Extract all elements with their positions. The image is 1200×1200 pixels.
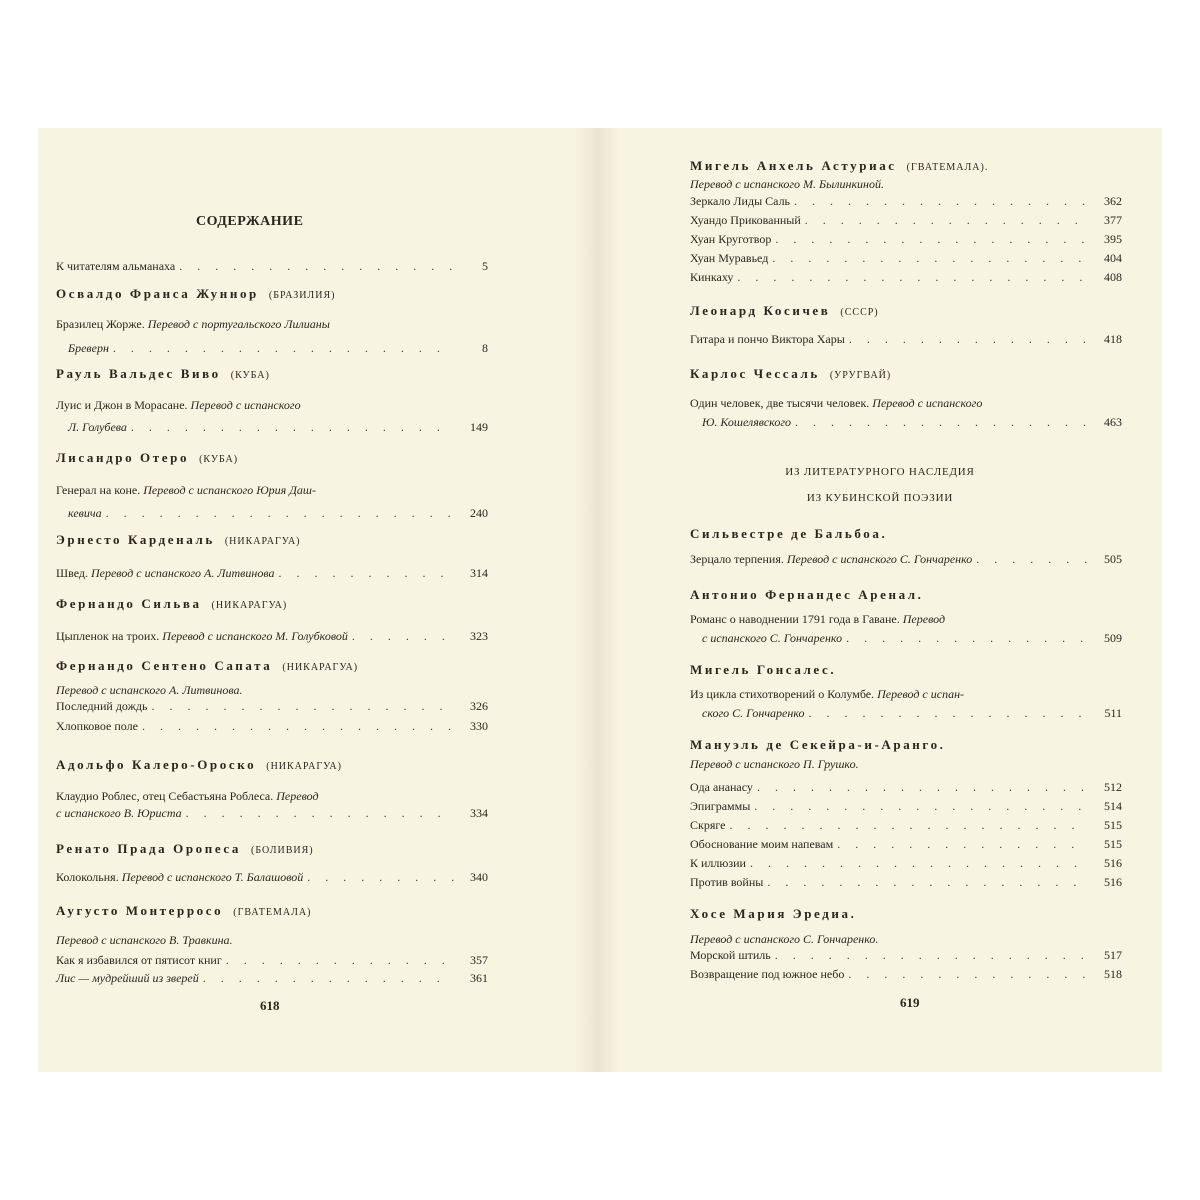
author-heading: Хосе Мария Эредиа.	[690, 906, 857, 921]
author-heading: Карлос Чессаль (УРУГВАЙ)	[690, 366, 892, 381]
author-heading: Аугусто Монтерросо (ГВАТЕМАЛА)	[56, 903, 312, 918]
toc-entry: Романс о наводнении 1791 года в Гаване. Перевод	[690, 612, 946, 626]
toc-entry: Из цикла стихотворений о Колумбе. Перевод с испан-	[690, 687, 965, 701]
book-spread	[38, 128, 1162, 1072]
toc-entry: кевича . . . 240	[68, 506, 488, 521]
toc-entry: Цыпленок на троих. Перевод с испанского М. Голубковой . . . 323	[56, 629, 488, 644]
toc-entry: Л. Голубева . . . 149	[68, 420, 488, 435]
toc-entry: Морской штиль . . . 517	[690, 948, 1122, 963]
toc-entry: Обоснование моим напевам . . . 515	[690, 837, 1122, 852]
toc-entry: Ю. Кошелявского . . . 463	[702, 415, 1122, 430]
toc-entry: Хуан Муравьед . . . 404	[690, 251, 1122, 266]
translator-note: Перевод с испанского В. Травкина.	[56, 933, 233, 947]
author-heading: Антонио Фернандес Аренал.	[690, 587, 924, 602]
author-heading: Фернандо Сентено Сапата (НИКАРАГУА)	[56, 658, 359, 673]
toc-entry: Бреверн . . . 8	[68, 341, 488, 356]
subsection-heading: ИЗ КУБИНСКОЙ ПОЭЗИИ	[806, 492, 954, 504]
author-heading: Эрнесто Карденаль (НИКАРАГУА)	[56, 532, 301, 547]
toc-entry: Бразилец Жорже. Перевод с португальского Лилианы	[56, 317, 330, 331]
toc-entry: Хлопковое поле . . . 330	[56, 719, 488, 734]
toc-entry: Генерал на коне. Перевод с испанского Юрия Даш-	[56, 483, 316, 497]
toc-entry: К читателям альманаха . . . 5	[56, 259, 488, 274]
toc-entry: К иллюзии . . . 516	[690, 856, 1122, 871]
toc-entry: Против войны . . . 516	[690, 875, 1122, 890]
toc-entry: Зеркало Лиды Саль . . . 362	[690, 194, 1122, 209]
author-heading: Сильвестре де Бальбоа.	[690, 526, 888, 541]
translator-note: Перевод с испанского С. Гончаренко.	[690, 932, 879, 946]
translator-note: Перевод с испанского А. Литвинова.	[56, 683, 243, 697]
author-heading: Мигель Анхель Астуриас (ГВАТЕМАЛА).	[690, 158, 989, 173]
left-page	[38, 128, 598, 1072]
toc-entry: ского С. Гончаренко . . . 511	[702, 706, 1122, 721]
toc-entry: Кинкаху . . . 408	[690, 270, 1122, 285]
section-heading: ИЗ ЛИТЕРАТУРНОГО НАСЛЕДИЯ	[785, 466, 975, 478]
page-number: 618	[260, 998, 280, 1013]
author-heading: Лисандро Отеро (КУБА)	[56, 450, 239, 465]
toc-entry: Возвращение под южное небо . . . 518	[690, 967, 1122, 982]
author-heading: Адольфо Калеро-Ороско (НИКАРАГУА)	[56, 757, 342, 772]
toc-entry: Эпиграммы . . . 514	[690, 799, 1122, 814]
book-gutter	[576, 128, 620, 1072]
author-heading: Рауль Вальдес Виво (КУБА)	[56, 366, 270, 381]
toc-entry: с испанского В. Юриста . . . 334	[56, 806, 488, 821]
author-heading: Фернандо Сильва (НИКАРАГУА)	[56, 596, 288, 611]
toc-entry: Гитара и пончо Виктора Хары . . . 418	[690, 332, 1122, 347]
author-heading: Освалдо Франса Жуннор (БРАЗИЛИЯ)	[56, 286, 336, 301]
page-number: 619	[900, 995, 920, 1010]
toc-entry: Клаудио Роблес, отец Себастьяна Роблеса. Перевод	[56, 789, 319, 803]
toc-entry: Лис — мудрейший из зверей . . . 361	[56, 971, 488, 986]
translator-note: Перевод с испанского П. Грушко.	[690, 757, 859, 771]
toc-entry: Швед. Перевод с испанского А. Литвинова . . . 314	[56, 566, 488, 581]
toc-entry: Как я избавился от пятисот книг . . . 357	[56, 953, 488, 968]
author-heading: Мануэль де Секейра-и-Аранго.	[690, 737, 946, 752]
right-page	[598, 128, 1162, 1072]
toc-entry: с испанского С. Гончаренко . . . 509	[702, 631, 1122, 646]
toc-entry: Луис и Джон в Морасане. Перевод с испанского	[56, 398, 301, 412]
toc-entry: Ода ананасу . . . 512	[690, 780, 1122, 795]
translator-note: Перевод с испанского М. Былинкиной.	[690, 177, 885, 191]
author-heading: Ренато Прада Оропеса (БОЛИВИЯ)	[56, 841, 314, 856]
author-heading: Леонард Косичев (СССР)	[690, 303, 879, 318]
toc-entry: Хуан Круготвор . . . 395	[690, 232, 1122, 247]
toc-entry: Последний дождь . . . 326	[56, 699, 488, 714]
contents-heading: СОДЕРЖАНИЕ	[196, 214, 304, 229]
toc-entry: Один человек, две тысячи человек. Перевод с испанского	[690, 396, 983, 410]
toc-entry: Колокольня. Перевод с испанского Т. Балашовой . . . 340	[56, 870, 488, 885]
toc-entry: Зерцало терпения. Перевод с испанского С. Гончаренко . . . 505	[690, 552, 1122, 567]
author-heading: Мигель Гонсалес.	[690, 662, 837, 677]
toc-entry: Хуандо Прикованный . . . 377	[690, 213, 1122, 228]
toc-entry: Скряге . . . 515	[690, 818, 1122, 833]
